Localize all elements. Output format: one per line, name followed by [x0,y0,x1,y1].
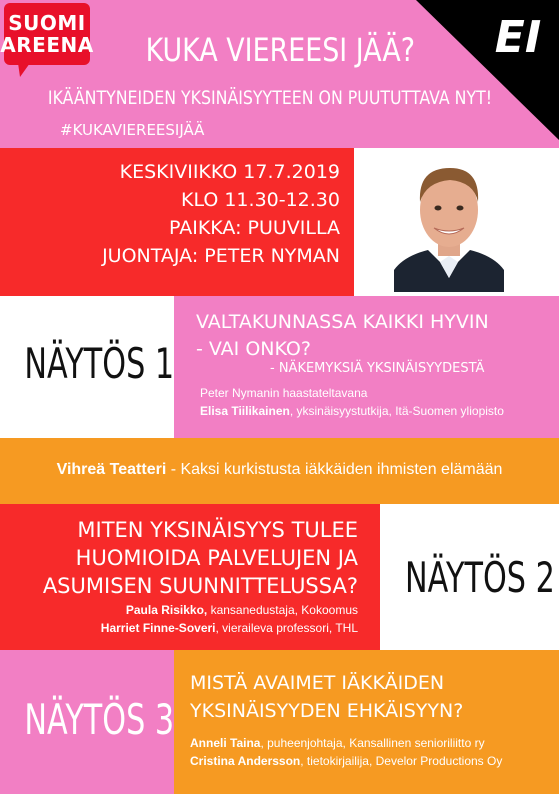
act-2-speaker-1-name: Paula Risikko, [125,603,208,617]
act-3-title-line-2: YKSINÄISYYDEN EHKÄISYYN? [190,700,464,722]
act-2-title [0,516,358,600]
act-2-title-line-1: MITEN YKSINÄISYYS TULEE [77,518,358,542]
act-3-speaker-1 [190,734,502,752]
act-1-speaker [200,402,504,420]
act-1-title-line-1: VALTAKUNNASSA KAIKKI HYVIN [196,311,489,333]
act-2-speaker-2 [0,619,358,637]
event-date: KESKIVIIKKO 17.7.2019 [119,161,340,183]
act-3-speaker-2-role: , tietokirjailija, Develor Productions Oy [300,754,503,768]
theatre-line [0,459,559,481]
act-1-title-line-2: - VAI ONKO? [196,338,311,360]
event-time: KLO 11.30-12.30 [180,189,340,211]
act-3-label: NÄYTÖS 3 [24,695,175,744]
act-3-title [190,669,463,725]
act-1-label: NÄYTÖS 1 [24,339,175,388]
act-1-speaker-name: Elisa Tiilikainen [200,404,290,418]
host-portrait-image [394,152,504,292]
act-3-speaker-1-role: , puheenjohtaja, Kansallinen senioriliitto ry [260,736,485,750]
event-place: PAIKKA: PUUVILLA [168,217,340,239]
act-3-speaker-2 [190,752,502,770]
act-3-title-line-1: MISTÄ AVAIMET IÄKKÄIDEN [190,672,445,694]
act-3-speaker-1-name: Anneli Taina [190,736,261,750]
header-banner [0,0,559,148]
act-3-speaker-2-name: Cristina Andersson [190,754,301,768]
act-3-speakers [190,734,502,770]
act-2-title-line-2: HUOMIOIDA PALVELUJEN JA [75,546,358,570]
logo-line-1: SUOMI [8,11,86,35]
event-info-text [0,158,340,270]
act-2-label: NÄYTÖS 2 [405,553,555,602]
logo-line-2: AREENA [0,33,94,57]
act-2-speaker-2-role: , vieraileva professori, THL [215,621,358,635]
logo-text [0,3,94,65]
act-1-speaker-role: , yksinäisyystutkija, Itä-Suomen yliopisto [289,404,504,418]
theatre-description: - Kaksi kurkistusta iäkkäiden ihmisten elämään [166,461,503,478]
act-2-title-line-3: ASUMISEN SUUNNITTELUSSA? [42,574,358,598]
hashtag: #KUKAVIEREESIJÄÄ [60,121,205,139]
act-2-speaker-2-name: Harriet Finne-Soveri [100,621,216,635]
act-1-intro: Peter Nymanin haastateltavana [200,386,368,400]
ei-mark: EI [494,12,542,63]
page-title: KUKA VIEREESI JÄÄ? [145,31,415,69]
act-2-speaker-1 [0,601,358,619]
act-2-speaker-1-role: kansanedustaja, Kokoomus [207,603,358,617]
event-host: JUONTAJA: PETER NYMAN [102,245,340,267]
act-2-speakers [0,601,358,637]
host-photo-frame [354,148,559,296]
page-subtitle: IKÄÄNTYNEIDEN YKSINÄISYYTEEN ON PUUTUTTAVA NYT! [47,87,493,109]
act-1-subtitle: - NÄKEMYKSIÄ YKSINÄISYYDESTÄ [270,361,485,376]
theatre-name: Vihreä Teatteri [56,461,167,478]
